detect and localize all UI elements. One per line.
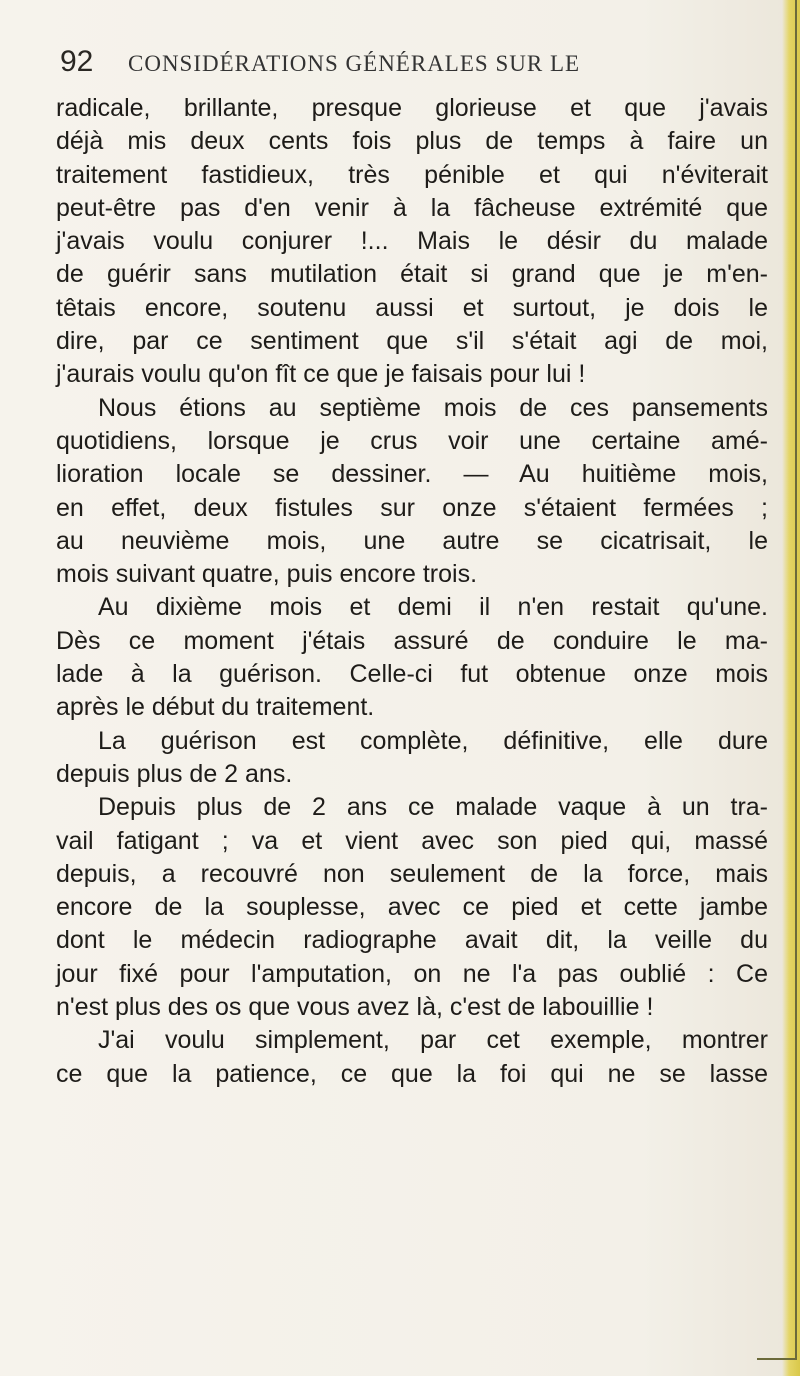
- text-line: Depuis plus de 2 ans ce malade vaque à un tra-: [98, 793, 768, 822]
- text-line: en effet, deux fistules sur onze s'étaient fermées ;: [56, 493, 768, 522]
- text-line: dont le médecin radiographe avait dit, la veille du: [56, 926, 768, 955]
- text-line: Au dixième mois et demi il n'en restait qu'une.: [98, 593, 768, 622]
- text-line: n'est plus des os que vous avez là, c'est de labouillie !: [56, 993, 654, 1022]
- text-line: déjà mis deux cents fois plus de temps à faire un: [56, 127, 768, 156]
- text-line: têtais encore, soutenu aussi et surtout, je dois le: [56, 293, 768, 322]
- text-line: depuis plus de 2 ans.: [56, 759, 293, 788]
- text-line: lioration locale se dessiner. — Au huitième mois,: [56, 460, 768, 489]
- page-edge-line: [795, 0, 797, 1360]
- text-line: radicale, brillante, presque glorieuse et que j'avais: [56, 94, 768, 122]
- text-line: de guérir sans mutilation était si grand que je m'en-: [56, 260, 768, 289]
- text-line: j'avais voulu conjurer !... Mais le désir du malade: [56, 227, 768, 256]
- text-line: dire, par ce sentiment que s'il s'était agi de moi,: [56, 327, 768, 356]
- text-line: peut-être pas d'en venir à la fâcheuse extrémité que: [56, 193, 768, 222]
- text-line: encore de la souplesse, avec ce pied et cette jambe: [56, 893, 768, 922]
- text-line: jour fixé pour l'amputation, on ne l'a pas oublié : Ce: [56, 959, 768, 988]
- text-line: Dès ce moment j'étais assuré de conduire le ma-: [56, 626, 768, 655]
- text-line: quotidiens, lorsque je crus voir une certaine amé-: [56, 426, 768, 455]
- text-line: j'aurais voulu qu'on fît ce que je faisais pour lui !: [56, 360, 586, 389]
- text-line: J'ai voulu simplement, par cet exemple, montrer: [98, 1026, 768, 1055]
- text-line: traitement fastidieux, très pénible et qui n'éviterait: [56, 160, 768, 189]
- text-line: Nous étions au septième mois de ces pansements: [98, 393, 768, 422]
- text-line: La guérison est complète, définitive, elle dure: [98, 726, 768, 755]
- body-text: [56, 92, 768, 1091]
- page-number: 92: [60, 45, 94, 78]
- text-line: mois suivant quatre, puis encore trois.: [56, 560, 478, 589]
- text-line: après le début du traitement.: [56, 693, 375, 722]
- page-edge: [782, 0, 800, 1376]
- text-line: depuis, a recouvré non seulement de la force, mais: [56, 859, 768, 888]
- text-line: lade à la guérison. Celle-ci fut obtenue onze mois: [56, 660, 768, 689]
- page-header: [60, 42, 740, 82]
- page-corner-line: [757, 1358, 797, 1360]
- text-line: vail fatigant ; va et vient avec son pied qui, massé: [56, 826, 768, 855]
- text-line: au neuvième mois, une autre se cicatrisait, le: [56, 526, 768, 555]
- running-head: CONSIDÉRATIONS GÉNÉRALES SUR LE: [128, 51, 581, 76]
- text-line: ce que la patience, ce que la foi qui ne se lasse: [56, 1059, 768, 1088]
